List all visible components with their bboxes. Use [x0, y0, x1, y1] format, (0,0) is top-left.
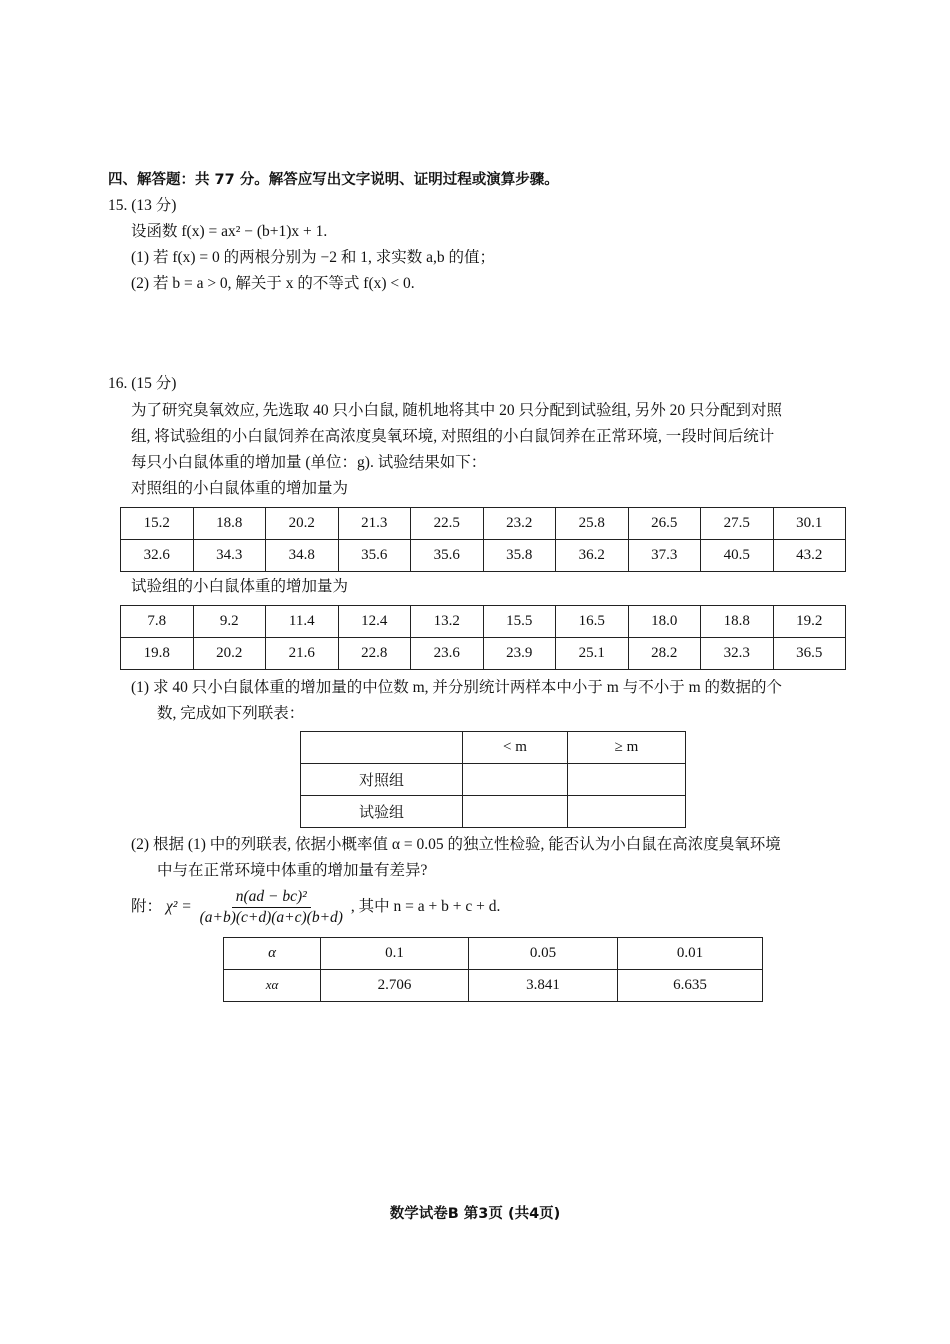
table-cell: 40.5: [701, 540, 774, 572]
table-row: [121, 638, 846, 670]
table-cell: 43.2: [773, 540, 846, 572]
table-cell: 23.9: [483, 638, 556, 670]
table-cell: 26.5: [628, 508, 701, 540]
contingency-cell: [463, 764, 568, 796]
table-cell: 19.8: [121, 638, 194, 670]
table-cell: 16.5: [556, 606, 629, 638]
table-cell: 35.8: [483, 540, 556, 572]
table-cell: 37.3: [628, 540, 701, 572]
critical-value-header: xα: [265, 977, 279, 992]
table-cell: 34.3: [193, 540, 266, 572]
formula-numerator: n(ad − bc)²: [232, 888, 311, 908]
formula-denominator: (a+b)(c+d)(a+c)(b+d): [199, 909, 343, 926]
q16-part2-line: (2) 根据 (1) 中的列联表, 依据小概率值 α = 0.05 的独立性检验, 能否认为小白鼠在高浓度臭氧环境: [131, 836, 781, 853]
table-cell: 36.2: [556, 540, 629, 572]
table-cell: 19.2: [773, 606, 846, 638]
alpha-table: [223, 937, 763, 1002]
table-cell: 13.2: [411, 606, 484, 638]
table-cell: 32.6: [121, 540, 194, 572]
q15-part2: (2) 若 b = a > 0, 解关于 x 的不等式 f(x) < 0.: [131, 275, 415, 292]
table-cell: 25.1: [556, 638, 629, 670]
table-row: [121, 508, 846, 540]
table-cell: 18.8: [701, 606, 774, 638]
table-cell: 35.6: [411, 540, 484, 572]
q15-number: 15. (13 分): [108, 197, 177, 214]
table-cell: 15.5: [483, 606, 556, 638]
contingency-cell: [568, 764, 686, 796]
q15-part1: (1) 若 f(x) = 0 的两根分别为 −2 和 1, 求实数 a,b 的值；: [131, 249, 496, 266]
control-table: [120, 507, 846, 572]
contingency-row-label: 试验组: [301, 796, 463, 828]
table-cell: 20.2: [266, 508, 339, 540]
table-row: [121, 540, 846, 572]
table-cell: 9.2: [193, 606, 266, 638]
page-footer: 数学试卷B 第3页 (共4页): [389, 1206, 561, 1222]
chi-square-formula: [131, 888, 500, 927]
table-cell: 21.3: [338, 508, 411, 540]
critical-value: 6.635: [618, 970, 763, 1002]
alpha-header: α: [268, 945, 276, 961]
table-cell: 36.5: [773, 638, 846, 670]
table-cell: 23.2: [483, 508, 556, 540]
table-cell: 20.2: [193, 638, 266, 670]
table-cell: 23.6: [411, 638, 484, 670]
contingency-cell: [463, 796, 568, 828]
contingency-corner: [301, 732, 463, 764]
formula-lhs: χ² =: [165, 898, 192, 916]
q16-stem-line: 每只小白鼠体重的增加量 (单位：g). 试验结果如下：: [131, 454, 487, 471]
table-cell: 35.6: [338, 540, 411, 572]
table-cell: 30.1: [773, 508, 846, 540]
q16-stem-line: 组, 将试验组的小白鼠饲养在高浓度臭氧环境, 对照组的小白鼠饲养在正常环境, 一段时间后统计: [131, 428, 775, 445]
table-cell: 27.5: [701, 508, 774, 540]
formula-fraction: [196, 888, 347, 927]
q16-part1-line: (1) 求 40 只小白鼠体重的增加量的中位数 m, 并分别统计两样本中小于 m 与不小于 m 的数据的个: [131, 679, 782, 696]
contingency-cell: [568, 796, 686, 828]
table-cell: 7.8: [121, 606, 194, 638]
q16-part1-line: 数, 完成如下列联表：: [157, 705, 305, 722]
alpha-value: 0.1: [321, 938, 469, 970]
table-row: [121, 606, 846, 638]
test-table: [120, 605, 846, 670]
formula-suffix: , 其中 n = a + b + c + d.: [350, 898, 501, 916]
table-cell: 22.5: [411, 508, 484, 540]
alpha-value: 0.05: [469, 938, 618, 970]
table-cell: 34.8: [266, 540, 339, 572]
table-cell: 28.2: [628, 638, 701, 670]
q16-part2-line: 中与在正常环境中体重的增加量有差异?: [157, 862, 428, 879]
critical-value: 2.706: [321, 970, 469, 1002]
section-header: 四、解答题：共 77 分。解答应写出文字说明、证明过程或演算步骤。: [108, 172, 559, 188]
contingency-header: ≥ m: [568, 732, 686, 764]
contingency-row-label: 对照组: [301, 764, 463, 796]
table-cell: 12.4: [338, 606, 411, 638]
q16-stem-line: 为了研究臭氧效应, 先选取 40 只小白鼠, 随机地将其中 20 只分配到试验组, 另外 20 只分配到对照: [131, 402, 783, 419]
contingency-table: [300, 731, 686, 828]
table-cell: 21.6: [266, 638, 339, 670]
critical-value: 3.841: [469, 970, 618, 1002]
table-cell: 22.8: [338, 638, 411, 670]
q15-stem: 设函数 f(x) = ax² − (b+1)x + 1.: [131, 223, 328, 240]
table-cell: 32.3: [701, 638, 774, 670]
table-cell: 15.2: [121, 508, 194, 540]
contingency-header: < m: [463, 732, 568, 764]
control-label: 对照组的小白鼠体重的增加量为: [131, 480, 349, 497]
table-cell: 18.0: [628, 606, 701, 638]
alpha-value: 0.01: [618, 938, 763, 970]
table-cell: 18.8: [193, 508, 266, 540]
test-label: 试验组的小白鼠体重的增加量为: [131, 578, 349, 595]
table-cell: 11.4: [266, 606, 339, 638]
q16-number: 16. (15 分): [108, 375, 177, 392]
appendix-prefix: 附：: [131, 898, 163, 916]
table-cell: 25.8: [556, 508, 629, 540]
